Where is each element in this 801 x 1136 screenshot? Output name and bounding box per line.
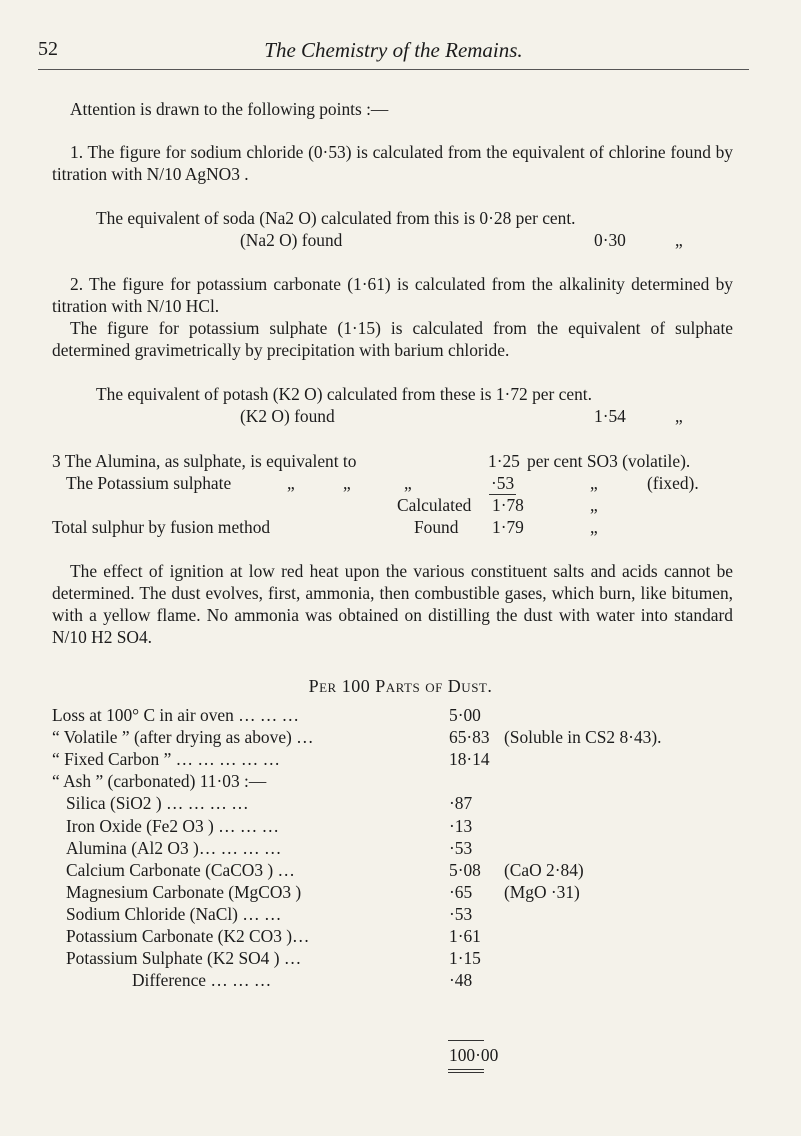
row-note: (CaO 2·84): [504, 859, 584, 880]
soda-found-label: (Na2 O) found: [240, 230, 343, 250]
row-value: 1·15: [449, 948, 481, 969]
row-label: “ Volatile ” (after drying as above) …: [52, 727, 314, 748]
calculated-label: Calculated: [397, 495, 472, 515]
alumina-value: 1·25: [488, 451, 520, 471]
ditto-mark: „: [404, 473, 412, 493]
total-rule-double-2: [448, 1072, 484, 1073]
row-label: Difference … … …: [132, 970, 272, 991]
row-value: ·48: [449, 970, 473, 991]
row-note: (MgO ·31): [504, 881, 580, 902]
table-title-text: Per 100 Parts of Dust.: [308, 676, 493, 696]
total-rule-double-1: [448, 1069, 484, 1070]
row-value: ·53: [449, 837, 473, 858]
row-value: 1·61: [449, 926, 481, 946]
potash-found-ditto: „: [675, 406, 683, 426]
ignition-paragraph: The effect of ignition at low red heat upon the various constituent salts and acids cannot be determined. The dust evolves, first, ammonia, then combustible gases, which burn, like bitumen, with a yellow flame. No ammonia was obtained on distilling the dust with water into standard N/10 H2 SO4.: [52, 561, 733, 647]
row-label: Potassium Carbonate (K2 CO3 )…: [66, 926, 310, 946]
ditto-mark: „: [287, 473, 295, 493]
intro-line: Attention is drawn to the following points :—: [70, 99, 389, 119]
row-value: ·53: [449, 903, 473, 924]
fusion-method-label: Total sulphur by fusion method: [52, 517, 271, 537]
row-label: Alumina (Al2 O3 )… … … …: [66, 837, 282, 858]
point2-paragraph-2: The figure for potassium sulphate (1·15) is calculated from the equivalent of sulphate determined gravimetrically by precipitation with barium chloride.: [52, 318, 733, 360]
page-header: [38, 38, 749, 68]
row-label: Loss at 100° C in air oven … … …: [52, 705, 300, 725]
table-title: [0, 675, 801, 697]
page-number: 52: [38, 38, 58, 60]
ditto-mark: „: [343, 473, 351, 493]
row-value: 18·14: [449, 749, 490, 770]
potassium-sulphate-unit: (fixed).: [647, 473, 699, 493]
row-label: “ Fixed Carbon ” … … … … …: [52, 749, 280, 770]
row-label: “ Ash ” (carbonated) 11·03 :—: [52, 771, 267, 792]
potash-found-label: (K2 O) found: [240, 406, 335, 426]
point1-paragraph: 1. The figure for sodium chloride (0·53) is calculated from the equivalent of chlorine found by titration with N/10 AgNO3 .: [52, 142, 733, 184]
potassium-sulphate-value: ·53: [491, 473, 515, 493]
point1-soda-calculated: The equivalent of soda (Na2 O) calculated from this is 0·28 per cent.: [96, 208, 576, 228]
ditto-mark: „: [590, 495, 598, 515]
ditto-mark: „: [590, 473, 598, 493]
row-value: 65·83: [449, 727, 490, 748]
potash-found-value: 1·54: [594, 406, 626, 426]
row-value: 5·00: [449, 705, 481, 725]
soda-found-ditto: „: [675, 230, 683, 250]
row-label: Sodium Chloride (NaCl) … …: [66, 903, 282, 924]
point2-potash-calculated: The equivalent of potash (K2 O) calculated from these is 1·72 per cent.: [96, 384, 592, 404]
potassium-sulphate-label: The Potassium sulphate: [66, 473, 232, 493]
header-rule: [38, 69, 749, 70]
row-label: Potassium Sulphate (K2 SO4 ) …: [66, 948, 302, 969]
found-label: Found: [414, 517, 459, 537]
row-value: ·87: [449, 793, 473, 814]
soda-found-value: 0·30: [594, 230, 626, 250]
running-title: The Chemistry of the Remains.: [264, 38, 523, 62]
total-rule-top: [448, 1040, 484, 1041]
row-value: 5·08: [449, 859, 481, 880]
point2-paragraph-1: 2. The figure for potassium carbonate (1·61) is calculated from the alkalinity determined by titration with N/10 HCl.: [52, 274, 733, 316]
row-label: Magnesium Carbonate (MgCO3 ): [66, 881, 302, 902]
row-label: Iron Oxide (Fe2 O3 ) … … …: [66, 815, 280, 836]
ditto-mark: „: [590, 517, 598, 537]
row-value: ·13: [449, 815, 473, 836]
row-note: (Soluble in CS2 8·43).: [504, 727, 662, 748]
row-label: Silica (SiO2 ) … … … …: [66, 793, 249, 814]
found-value: 1·79: [492, 517, 524, 537]
alumina-label: 3 The Alumina, as sulphate, is equivalent to: [52, 451, 357, 471]
calculated-value: 1·78: [492, 495, 524, 515]
row-label: Calcium Carbonate (CaCO3 ) …: [66, 859, 295, 880]
row-value: ·65: [449, 881, 473, 902]
total-value: 100·00: [449, 1045, 499, 1065]
alumina-unit: per cent SO3 (volatile).: [527, 451, 691, 471]
